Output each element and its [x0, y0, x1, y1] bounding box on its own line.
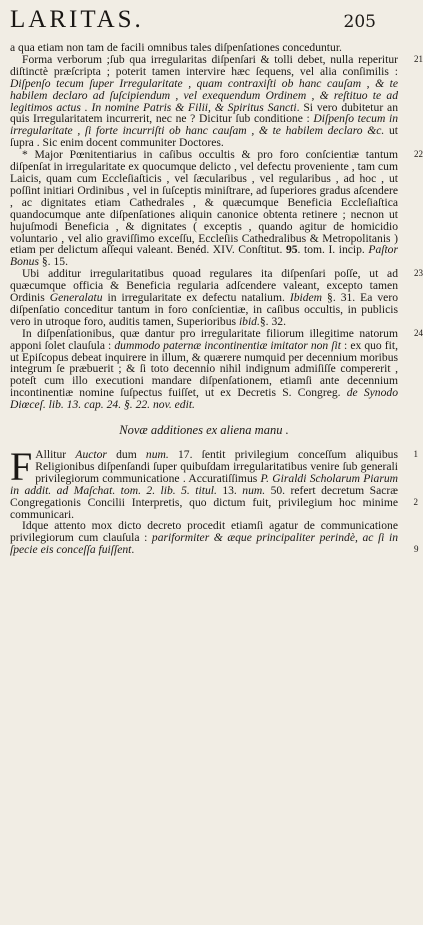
text-segment: Forma verborum ;ſub qua irregularitas diſpenſari & tolli debet, nulla reperitur diſtinctè præſcripta ; poterit tamen intervire hæc ſequens, vel alia conſimilis :	[10, 52, 398, 78]
text-segment: Allitur	[35, 448, 76, 461]
text-segment: Ubi additur irregularitatibus quoad regulares ita diſpenſari poſſe, ut ad quæcumque officia & Beneficia regularia adſcendere valeant, excepto tamen Ordinis	[10, 267, 398, 305]
page-header	[10, 6, 398, 42]
text-segment: In diſpenſationibus, quæ dantur pro irregularitate filiorum illegitime natorum apponi ſolet clauſula :	[10, 326, 398, 352]
text-segment: §. 15.	[38, 255, 68, 269]
text-segment: . Si vero dubitetur an quis Irregularitatem incurrerit, nec ne ? Dicitur ſub conditione :	[10, 100, 398, 126]
text-segment: ut ſupra . Sic enim docent communiter Doctores.	[10, 124, 399, 150]
text-segment: 50. refert decretum Sacræ Congregationis Concilii Interpretis, quo dictum fuit, privilegium hoc minime communicari.	[10, 483, 398, 521]
text-segment: Idque attento mox dicto decreto procedit etiamſi agatur de communicatione privilegiorum cum clauſula :	[10, 519, 398, 545]
italic-text: pariformiter & æque principaliter perindè, ac ſi in ſpecie eis conceſſa fuiſſent	[10, 531, 398, 557]
text-segment: a qua etiam non tam de facili omnibus tales diſpenſationes conceduntur.	[10, 41, 342, 54]
main-text	[10, 41, 423, 557]
running-head: LARITAS.	[10, 6, 144, 33]
italic-text: Auctor	[75, 448, 107, 461]
text-segment: * Major Pœnitentiarius in caſibus occultis & pro foro conſcientiæ tantum diſpenſat in irregularitate ex quocumque delicto , vel defectu proveniente , tam cum Laicis, quam cum Eccleſiaſticis , vel ſæcularibus , vel regularibus , ad hoc , ut poſſint initiari Ordinibus , vel in ſuſceptis miniſtrare, ad ſuperiores gradus aſcendere , ac dignitates etiam Cathedrales , & quæcumque Beneficia Eccleſiaſtica quandocumque ante diſpenſationes aliquin canonice obtenta retinere ; necnon ut hujuſmodi Beneficia , & dignitates ( exceptis , quando agitur de homicidio voluntario , vel alio graviſſimo exceſſu, Eccleſiis Cathedralibus & Metropolitanis ) etiam per delictum aſſequi valeant. Benéd. XIV. Conſtitut.	[10, 148, 398, 257]
text-segment: dum	[106, 448, 146, 461]
margin-note-number: 1	[413, 449, 418, 459]
paragraph	[10, 444, 418, 521]
margin-note-number: 21	[414, 53, 423, 64]
italic-text: dummodo paternæ incontinentiæ imitator non ſit	[114, 338, 341, 352]
paragraph	[10, 148, 423, 269]
text-segment: §. 31. Ea vero diſpenſatio conceditur tantum in foro conſcientiæ, in caſibus occultis, in publicis vero in utroque foro, auditis tamen, Superioribus	[10, 291, 398, 328]
text-segment: 95	[285, 243, 298, 257]
text-segment: in irregularitate ex defectu natalium.	[102, 291, 290, 305]
page-number: 205	[343, 12, 376, 32]
margin-note-number: 23	[414, 268, 423, 279]
italic-text: Diſpenſo tecum in irregularitate , ſi forte incurriſti ob hanc cauſam , & te habilem declaro &c.	[10, 112, 399, 138]
text-segment: §. 32.	[259, 314, 286, 328]
paragraph	[10, 52, 423, 150]
margin-note-number: 2	[413, 497, 418, 507]
text-segment: 13.	[216, 483, 243, 497]
text-block-additions	[10, 444, 419, 557]
italic-text: Ibidem	[289, 291, 323, 305]
text-segment: 17. ſentit privilegium conceſſum aliquibus Religionibus diſpenſandi ſuper quibuſdam irregularitatibus venire ſub generali privilegiorum communicatione . Accuratiſſimus	[35, 448, 398, 485]
italic-text: P. Giraldi Scholarum Piarum in addit. ad Maſchat. tom. 2. lib. 5. titul.	[10, 471, 398, 497]
section-heading: Novæ additiones ex aliena manu .	[119, 423, 289, 438]
text-segment: .	[131, 543, 135, 557]
italic-text: ibid.	[238, 314, 260, 328]
drop-cap: F	[10, 444, 33, 489]
italic-text: de Synodo Diœceſ. lib. 13. cap. 24. §. 22. nov. edit.	[10, 386, 398, 412]
margin-note-number: 22	[414, 149, 423, 160]
text-block-rules	[10, 41, 423, 412]
paragraph	[10, 519, 419, 557]
margin-note-number: 24	[414, 327, 423, 338]
text-segment: . tom. I. incip.	[297, 243, 369, 257]
paragraph	[10, 326, 423, 412]
italic-text: num.	[242, 483, 266, 497]
margin-note-number: 9	[414, 544, 419, 555]
italic-text: Diſpenſo tecum ſuper Irregularitate , quam contraxiſti ob hanc cauſam , & te habilem declaro ad ſuſcipiendum , vel exequendum Ordinem , & reſtituo te ad legitimos actus . In nomine Patris & Filii, & Spiritus Sancti	[10, 76, 398, 114]
italic-text: num.	[145, 448, 169, 461]
paragraph	[10, 267, 423, 328]
italic-text: Generalatu	[49, 291, 103, 305]
text-segment: : ex quo fit, ut Epiſcopus debeat inquirere in illum, & quærere numquid per decennium moribus integrum ſe præbuerit ; & ſi toto decennio nihil indignum admiſiſſe compererit , poteſt cum illo executioni mandare diſpenſationem, etiamſi ante decennium incontinentiæ nomine ſuſpectus fuiſſet, ut ex Decretis S. Congreg.	[10, 338, 398, 400]
italic-text: Paſtor Bonus	[10, 243, 398, 269]
